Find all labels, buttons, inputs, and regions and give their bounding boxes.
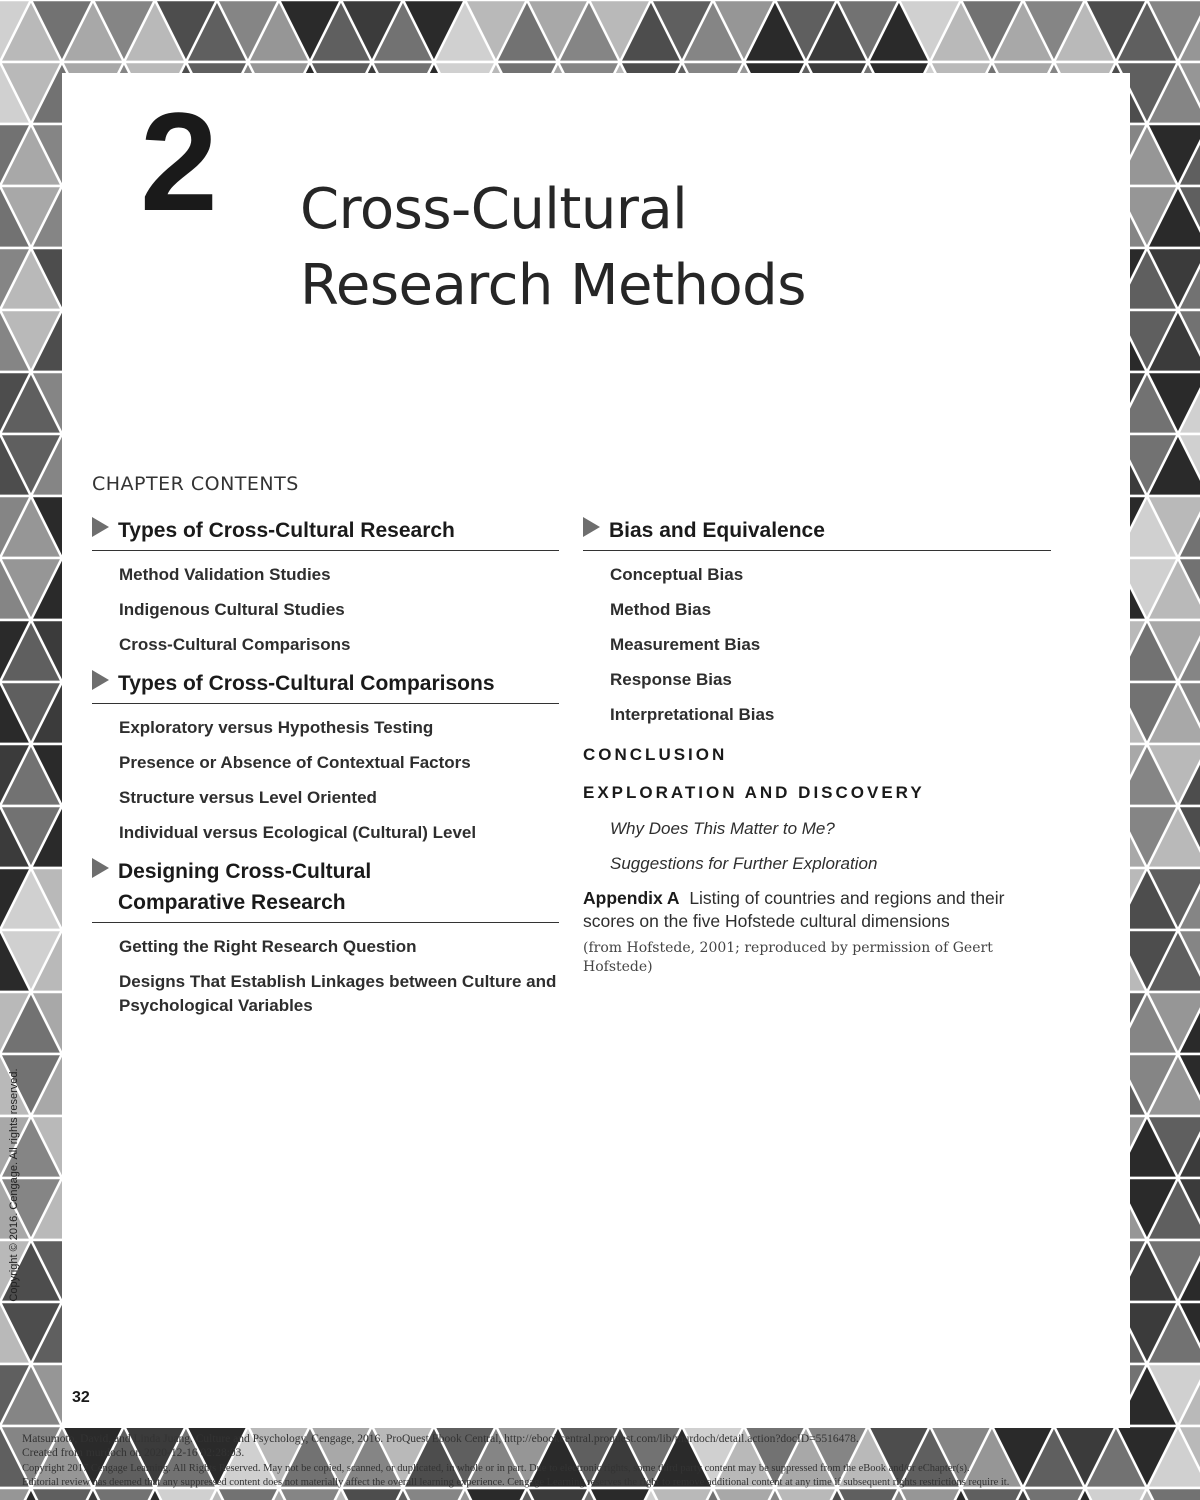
side-copyright-text: Copyright © 2016. Cengage. All rights reserved. — [8, 1068, 20, 1302]
footer-rights: Copyright 2017 Cengage Learning. All Rights Reserved. May not be copied, scanned, or duplicated, in whole or in part. Due to electronic rights, some third party content may be suppressed from the eBook and/or eChapter(s). — [22, 1463, 970, 1474]
side-copyright — [2, 1040, 26, 1330]
contents-right-column — [583, 515, 1051, 977]
section-header — [583, 515, 1051, 551]
appendix-note: (from Hofstede, 2001; reproduced by permission of Geert Hofstede) — [583, 940, 993, 975]
exploration-item: Why Does This Matter to Me? — [610, 819, 835, 838]
footer-rights: Editorial review has deemed that any suppressed content does not materially affect the overall learning experience. Cengage Learning reserves the right to remove additional content at any time if subsequent rights restrictions require it. — [22, 1477, 1010, 1488]
conclusion-heading: CONCLUSION — [583, 745, 728, 764]
section-title: Bias and Equivalence — [609, 519, 825, 542]
chapter-title — [300, 172, 1020, 324]
contents-item: Interpretational Bias — [610, 705, 775, 724]
section-header — [92, 668, 559, 704]
border-triangle — [1147, 1488, 1200, 1500]
exploration-heading: EXPLORATION AND DISCOVERY — [583, 783, 925, 802]
chapter-title-line1: Cross-Cultural — [300, 177, 688, 242]
contents-item: Method Bias — [610, 600, 712, 619]
contents-item: Individual versus Ecological (Cultural) Level — [119, 823, 477, 842]
arrow-right-icon — [92, 670, 109, 690]
contents-item: Method Validation Studies — [119, 565, 331, 584]
section-header — [92, 515, 559, 551]
border-triangle — [1023, 1488, 1085, 1500]
page-number: 32 — [72, 1389, 90, 1406]
border-triangle — [1085, 1488, 1147, 1500]
contents-item: Presence or Absence of Contextual Factors — [119, 753, 471, 772]
chapter-title-line2: Research Methods — [300, 253, 806, 318]
section-title-line: Comparative Research — [118, 891, 346, 914]
contents-item: Getting the Right Research Question — [119, 937, 417, 956]
exploration-item: Suggestions for Further Exploration — [610, 854, 878, 873]
section-title-line: Designing Cross-Cultural — [118, 860, 372, 883]
section-title: Types of Cross-Cultural Comparisons — [118, 672, 495, 695]
section-header — [92, 856, 559, 923]
section-title — [118, 856, 371, 918]
chapter-contents-heading: CHAPTER CONTENTS — [92, 473, 299, 495]
chapter-number: 2 — [140, 83, 218, 240]
contents-item: Structure versus Level Oriented — [119, 788, 377, 807]
appendix-label: Appendix A — [583, 888, 680, 908]
contents-item: Cross-Cultural Comparisons — [119, 635, 351, 654]
section-title: Types of Cross-Cultural Research — [118, 519, 455, 542]
arrow-right-icon — [583, 517, 600, 537]
contents-item: Designs That Establish Linkages between Culture and Psychological Variables — [119, 972, 557, 1015]
arrow-right-icon — [92, 858, 109, 878]
appendix-text: Listing of countries and regions and their scores on the five Hofstede cultural dimensions — [583, 888, 1005, 931]
contents-item: Measurement Bias — [610, 635, 761, 654]
contents-item: Response Bias — [610, 670, 732, 689]
contents-item: Exploratory versus Hypothesis Testing — [119, 718, 434, 737]
contents-item: Indigenous Cultural Studies — [119, 600, 345, 619]
arrow-right-icon — [92, 517, 109, 537]
footer-created: Created from murdoch on 2020-12-16 02:28:03. — [22, 1447, 245, 1459]
footer-citation: Matsumoto, David, and Linda Juang. Culture and Psychology, Cengage, 2016. ProQuest Ebook Central, http://ebookcentral.proquest.com/lib/murdoch/detail.action?docID=5516478. — [22, 1433, 859, 1445]
appendix-entry — [583, 887, 1051, 933]
contents-left-column — [92, 515, 559, 1029]
contents-item: Conceptual Bias — [610, 565, 744, 584]
